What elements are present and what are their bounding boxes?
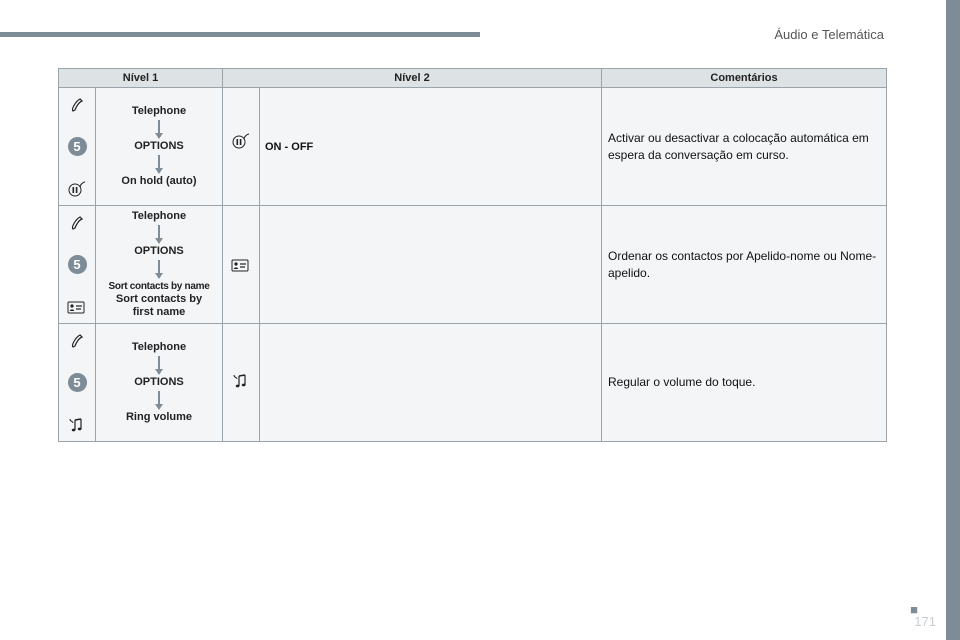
table-row [59,206,887,324]
menu-path-cell [96,206,223,324]
pause-phone-icon [231,133,251,149]
menu-item-on-hold: On hold (auto) [121,175,197,187]
level2-icon-cell [223,324,260,442]
menu-item-telephone: Telephone [131,105,187,117]
phone-handset-icon [67,97,87,113]
comment-cell [602,206,887,324]
contact-card-icon [67,299,87,315]
menu-item-ring-volume: Ring volume [125,411,192,423]
level2-icon-cell [223,206,260,324]
arrow-down-icon [154,389,164,411]
menu-item-sort-by-first-name: Sort contacts by first name [115,293,203,318]
right-edge-strip [946,0,960,640]
table-row [59,324,887,442]
comment-cell [602,88,887,206]
menu-item-options: OPTIONS [134,140,184,152]
phone-handset-icon [67,333,87,349]
music-note-icon [67,417,87,433]
music-note-icon [231,373,251,389]
menu-path-cell [96,324,223,442]
level1-icons-cell [59,88,96,206]
menu-item-options: OPTIONS [134,376,184,388]
header-level2: Nível 2 [223,69,602,88]
header-level1: Nível 1 [59,69,223,88]
comment-text: Ordenar os contactos por Apelido-nome ou Nome-apelido. [608,248,877,280]
arrow-down-icon [154,258,164,280]
menu-item-telephone: Telephone [131,341,187,353]
level2-icon-cell [223,88,260,206]
step-badge: 5 [68,373,87,392]
table-row [59,88,887,206]
comment-text: Regular o volume do toque. [608,375,756,389]
level2-value: ON - OFF [265,140,314,153]
arrow-down-icon [154,223,164,245]
section-title: Áudio e Telemática [774,27,884,42]
level2-value-cell [260,88,602,206]
comment-text: Activar ou desactivar a colocação automática em espera da conversação em curso. [608,130,869,162]
top-accent-bar [0,32,480,37]
pause-phone-icon [67,181,87,197]
step-badge: 5 [68,137,87,156]
level2-value-cell [260,324,602,442]
menu-path-cell [96,88,223,206]
menu-table [58,68,887,442]
level2-value-cell [260,206,602,324]
level1-icons-cell [59,324,96,442]
table-header-row [59,69,887,88]
end-marker: ■ [910,602,918,617]
contact-card-icon [231,257,251,273]
menu-item-options: OPTIONS [134,245,184,257]
comment-cell [602,324,887,442]
arrow-down-icon [154,118,164,140]
level1-icons-cell [59,206,96,324]
header-comments: Comentários [602,69,887,88]
arrow-down-icon [154,153,164,175]
phone-handset-icon [67,215,87,231]
menu-item-sort-by-name: Sort contacts by name [108,281,210,292]
page-number: 171 [914,614,936,629]
step-badge: 5 [68,255,87,274]
menu-item-telephone: Telephone [131,210,187,222]
arrow-down-icon [154,354,164,376]
